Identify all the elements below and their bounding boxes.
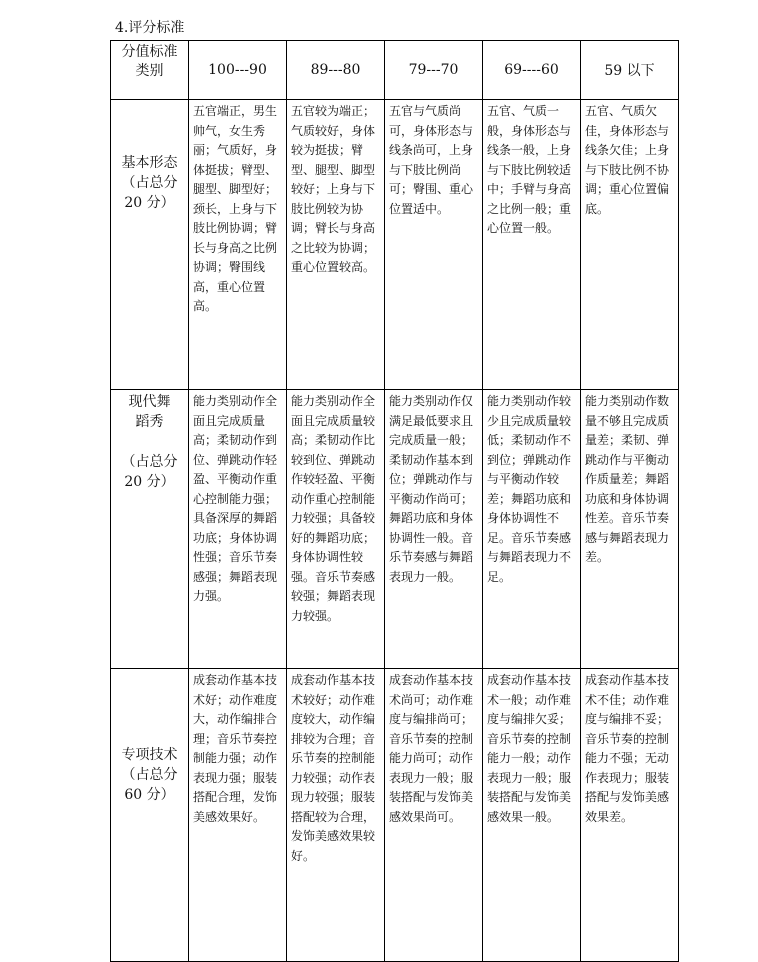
category-spacer [111, 432, 188, 452]
category-basic-form [111, 100, 189, 390]
header-range-3: 79---70 [385, 41, 483, 100]
table-cell: 能力类别动作数量不够且完成质量差；柔韧、弹跳动作与平衡动作质量差；舞蹈功底和身体协调性差。音乐节奏感与舞蹈表现力差。 [581, 390, 679, 669]
table-cell: 成套动作基本技术较好；动作难度较大，动作编排较为合理；音乐节奏的控制能力较强；动作表现力较强；服装搭配较为合理，发饰美感效果较好。 [287, 669, 385, 962]
table-row-specialty-technique [111, 669, 679, 962]
table-cell: 能力类别动作较少且完成质量较低；柔韧动作不到位；弹跳动作与平衡动作较差；舞蹈功底和身体协调性不足。音乐节奏感与舞蹈表现力不足。 [483, 390, 581, 669]
category-line: 蹈秀 [135, 414, 164, 430]
table-cell: 能力类别动作全面且完成质量高；柔韧动作到位、弹跳动作轻盈、平衡动作重心控制能力强；具备深厚的舞蹈功底；身体协调性强；音乐节奏感强；舞蹈表现力强。 [189, 390, 287, 669]
category-line: （占总分 [121, 175, 178, 191]
table-header-row [111, 41, 679, 100]
table-cell: 五官较为端正；气质较好，身体较为挺拔；臂型、腿型、脚型较好；上身与下肢比例较为协调；臂长与身高之比较为协调；重心位置较高。 [287, 100, 385, 390]
category-line: （占总分 [121, 454, 178, 470]
header-corner-cell [111, 41, 189, 100]
table-row-modern-dance [111, 390, 679, 669]
header-range-2: 89---80 [287, 41, 385, 100]
category-line: 现代舞 [128, 394, 171, 410]
category-line: 20 分） [124, 195, 175, 211]
table-cell: 五官端正，男生帅气，女生秀丽；气质好，身体挺拔；臂型、腿型、脚型好；颈长，上身与下肢比例协调；臂长与身高之比例协调；臀围线高，重心位置高。 [189, 100, 287, 390]
table-cell: 能力类别动作全面且完成质量较高；柔韧动作比较到位、弹跳动作较轻盈、平衡动作重心控制能力较强；具备较好的舞蹈功底；身体协调性较强。音乐节奏感较强；舞蹈表现力较强。 [287, 390, 385, 669]
table-cell: 五官、气质一般，身体形态与线条一般，上身与下肢比例较适中；手臂与身高之比例一般；重心位置一般。 [483, 100, 581, 390]
header-range-4: 69----60 [483, 41, 581, 100]
category-line: 专项技术 [121, 747, 178, 763]
table-row-basic-form [111, 100, 679, 390]
header-corner-score-label: 分值标准 [121, 44, 178, 60]
table-cell: 能力类别动作仅满足最低要求且完成质量一般；柔韧动作基本到位；弹跳动作与平衡动作尚可；舞蹈功底和身体协调性一般。音乐节奏感与舞蹈表现力一般。 [385, 390, 483, 669]
table-cell: 成套动作基本技术尚可；动作难度与编排尚可；音乐节奏的控制能力尚可；动作表现力一般；服装搭配与发饰美感效果尚可。 [385, 669, 483, 962]
header-corner-category-label: 类别 [135, 63, 164, 79]
category-modern-dance [111, 390, 189, 669]
table-cell: 成套动作基本技术不佳；动作难度与编排不妥；音乐节奏的控制能力不强；无动作表现力；服装搭配与发饰美感效果差。 [581, 669, 679, 962]
header-range-1: 100---90 [189, 41, 287, 100]
category-line: 基本形态 [121, 155, 178, 171]
category-line: 20 分） [124, 474, 175, 490]
table-cell: 五官、气质欠佳，身体形态与线条欠佳；上身与下肢比例不协调；重心位置偏底。 [581, 100, 679, 390]
grading-criteria-table [110, 40, 679, 962]
section-title: 4.评分标准 [115, 20, 185, 36]
table-cell: 五官与气质尚可，身体形态与线条尚可，上身与下肢比例尚可；臀围、重心位置适中。 [385, 100, 483, 390]
table-cell: 成套动作基本技术好；动作难度大，动作编排合理；音乐节奏控制能力强；动作表现力强；服装搭配合理，发饰美感效果好。 [189, 669, 287, 962]
category-specialty-technique [111, 669, 189, 962]
header-range-5: 59 以下 [581, 41, 679, 100]
category-line: （占总分 [121, 767, 178, 783]
category-line: 60 分） [124, 787, 175, 803]
table-cell: 成套动作基本技术一般；动作难度与编排欠妥；音乐节奏的控制能力一般；动作表现力一般；服装搭配与发饰美感效果一般。 [483, 669, 581, 962]
